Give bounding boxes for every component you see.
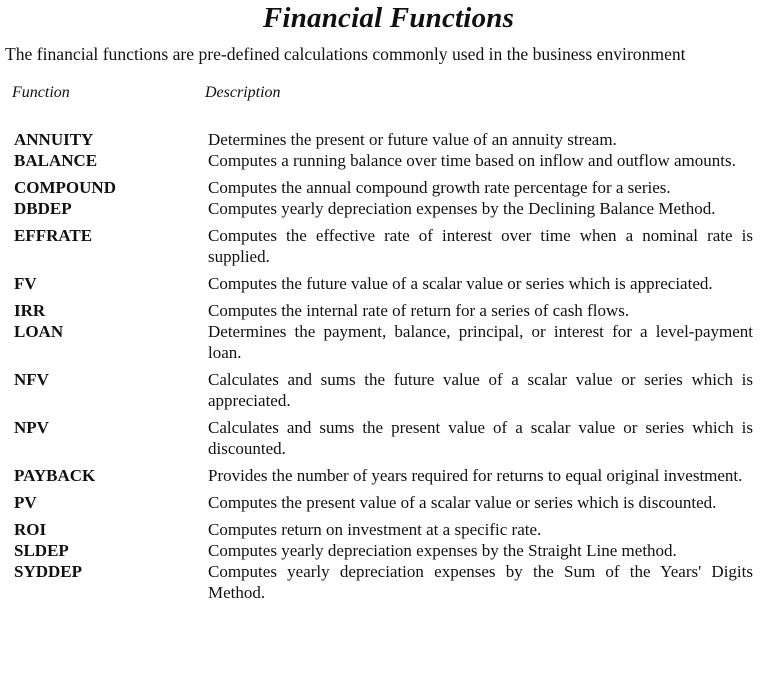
functions-list — [0, 129, 777, 603]
list-item — [0, 177, 777, 198]
page-title: Financial Functions — [262, 2, 515, 34]
list-item — [0, 321, 777, 363]
list-item — [0, 417, 777, 459]
function-name: NFV — [14, 370, 49, 389]
function-description: Computes the internal rate of return for a series of cash flows. — [208, 301, 630, 320]
function-column-header: Function — [12, 84, 70, 101]
function-name: COMPOUND — [14, 178, 116, 197]
function-description: Computes the present value of a scalar value or series which is discounted. — [208, 493, 717, 512]
function-description: Provides the number of years required for returns to equal original investment. — [208, 466, 743, 485]
function-description: Computes yearly depreciation expenses by the Straight Line method. — [208, 541, 677, 560]
function-name: ROI — [14, 520, 47, 539]
function-description: Computes the effective rate of interest over time when a nominal rate is supplied. — [208, 226, 753, 266]
function-description: Computes the future value of a scalar value or series which is appreciated. — [208, 274, 713, 293]
function-name: FV — [14, 274, 37, 293]
list-item — [0, 150, 777, 171]
function-description: Computes yearly depreciation expenses by the Declining Balance Method. — [208, 199, 716, 218]
description-column-header: Description — [205, 84, 281, 101]
list-item — [0, 129, 777, 150]
function-name: LOAN — [14, 322, 64, 341]
function-name: DBDEP — [14, 199, 72, 218]
function-name: PAYBACK — [14, 466, 96, 485]
list-item — [0, 273, 777, 294]
function-name: SLDEP — [14, 541, 69, 560]
function-description: Calculates and sums the future value of a scalar value or series which is appreciated. — [208, 370, 753, 410]
function-name: NPV — [14, 418, 49, 437]
intro-paragraph: The financial functions are pre-defined calculations commonly used in the business environment — [5, 44, 686, 64]
function-name: SYDDEP — [14, 562, 83, 581]
list-item — [0, 300, 777, 321]
function-description: Computes a running balance over time based on inflow and outflow amounts. — [208, 151, 736, 170]
list-item — [0, 225, 777, 267]
list-item — [0, 540, 777, 561]
function-name: ANNUITY — [14, 130, 94, 149]
function-description: Calculates and sums the present value of a scalar value or series which is discounted. — [208, 418, 753, 458]
function-description: Computes yearly depreciation expenses by the Sum of the Years' Digits Method. — [208, 562, 753, 602]
list-item — [0, 465, 777, 486]
function-name: EFFRATE — [14, 226, 93, 245]
function-name: PV — [14, 493, 37, 512]
function-description: Computes return on investment at a specific rate. — [208, 520, 542, 539]
function-description: Computes the annual compound growth rate percentage for a series. — [208, 178, 671, 197]
list-item — [0, 561, 777, 603]
function-name: IRR — [14, 301, 46, 320]
list-item — [0, 369, 777, 411]
list-item — [0, 492, 777, 513]
list-item — [0, 519, 777, 540]
list-item — [0, 198, 777, 219]
function-description: Determines the present or future value of an annuity stream. — [208, 130, 617, 149]
function-description: Determines the payment, balance, principal, or interest for a level-payment loan. — [208, 322, 753, 362]
function-name: BALANCE — [14, 151, 98, 170]
